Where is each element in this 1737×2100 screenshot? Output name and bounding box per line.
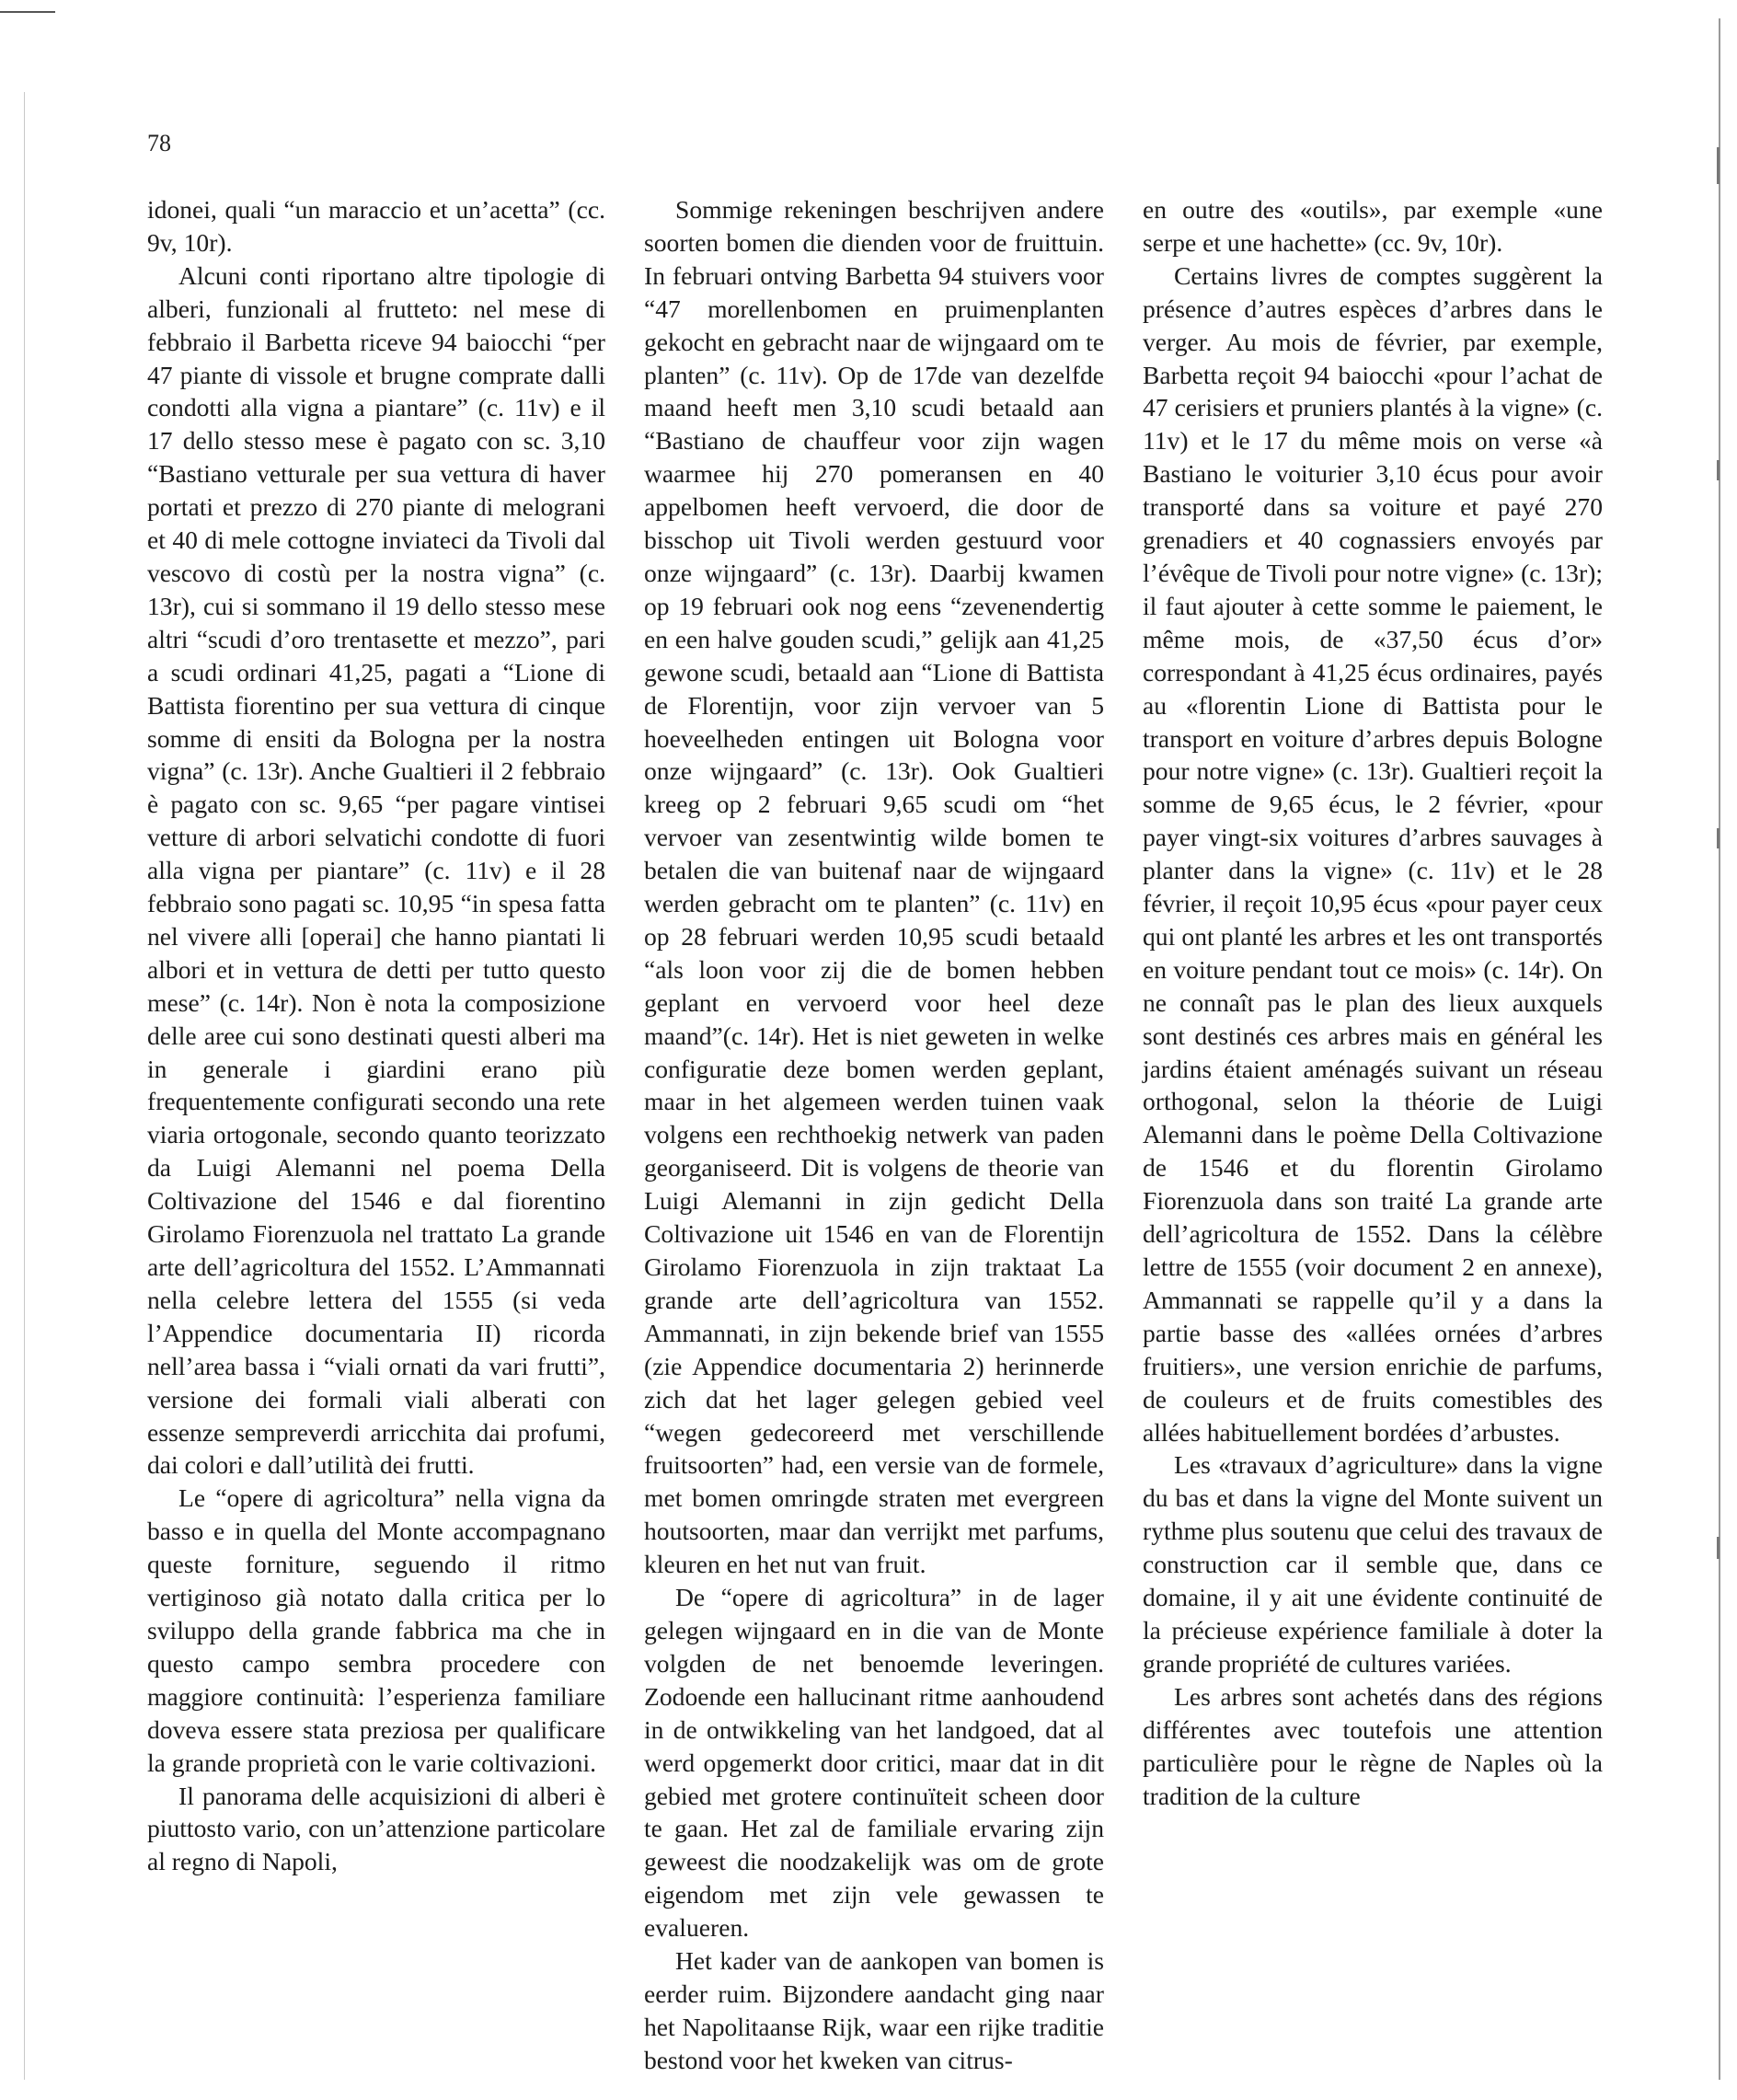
paragraph: Les arbres sont achetés dans des régions différentes avec toutefois une attention particulière pour le règne de Naples où la tradition de la culture [1143,1681,1603,1810]
french-text-column [1143,193,1603,1812]
dutch-text-column [644,193,1104,2077]
scan-edge-tick [1717,460,1720,480]
italian-text-column [147,193,605,1878]
scan-edge-tick [1717,147,1720,184]
scan-edge-tick [1717,828,1720,848]
paragraph: idonei, quali “un maraccio et un’acetta” (cc. 9v, 10r). [147,195,605,257]
paragraph: Sommige rekeningen beschrijven andere soorten bomen die dienden voor de fruittuin. In februari ontving Barbetta 94 stuivers voor “47 morellenbomen en pruimenplanten gekocht en gebracht naar de wijngaard om te planten” (c. 11v). Op de 17de van dezelfde maand heeft men 3,10 scudi betaald aan “Bastiano de chauffeur voor zijn wagen waarmee hij 270 pomeransen en 40 appelbomen heeft vervoerd, die door de bisschop uit Tivoli werden gestuurd voor onze wijngaard” (c. 13r). Daarbij kwamen op 19 februari ook nog eens “zevenendertig en een halve gouden scudi,” gelijk aan 41,25 gewone scudi, betaald aan “Lione di Battista de Florentijn, voor zijn vervoer van 5 hoeveelheden entingen uit Bologna voor onze wijngaard” (c. 13r). Ook Gualtieri kreeg op 2 februari 9,65 scudi om “het vervoer van zesentwintig wilde bomen te betalen die van buitenaf naar de wijngaard werden gebracht om te planten” (c. 11v) en op 28 februari werden 10,95 scudi betaald “als loon voor zij die de bomen hebben geplant en vervoerd voor heel deze maand”(c. 14r). Het is niet geweten in welke configuratie deze bomen werden geplant, maar in het algemeen werden tuinen vaak volgens een rechthoekig netwerk van paden georganiseerd. Dit is volgens de theorie van Luigi Alemanni in zijn gedicht Della Coltivazione uit 1546 en van de Florentijn Girolamo Fiorenzuola in zijn traktaat La grande arte dell’agricoltura van 1552. Ammannati, in zijn bekende brief van 1555 (zie Appendice documentaria 2) herinnerde zich dat het lager gelegen gebied veel “wegen gedecoreerd met verschillende fruitsoorten” had, een versie van de formele, met bomen omringde straten met evergreen houtsoorten, maar dan verrijkt met parfums, kleuren en het nut van fruit. [644,195,1104,1579]
paragraph: De “opere di agricoltura” in de lager gelegen wijngaard en in die van de Monte volgden de net benoemde leveringen. Zodoende een hallucinant ritme aanhoudend in de ontwikkeling van het landgoed, dat al werd opgemerkt door critici, maar dat in dit gebied met grotere continuïteit scheen door te gaan. Het zal de familiale ervaring zijn geweest die noodzakelijk was om de grote eigendom met zijn vele gewassen te evalueren. [644,1583,1104,1943]
paragraph: Il panorama delle acquisizioni di alberi è piuttosto vario, con un’attenzione particolare al regno di Napoli, [147,1781,605,1876]
paragraph: Les «travaux d’agriculture» dans la vigne du bas et dans la vigne del Monte suivent un rythme plus soutenu que celui des travaux de construction car il semble que, dans ce domaine, il y ait une évidente continuité de la précieuse expérience familiale à doter la grande propriété de cultures variées. [1143,1450,1603,1678]
paragraph: Certains livres de comptes suggèrent la présence d’autres espèces d’arbres dans le verger. Au mois de février, par exemple, Barbetta reçoit 94 baiocchi «pour l’achat de 47 cerisiers et pruniers plantés à la vigne» (c. 11v) et le 17 du même mois on verse «à Bastiano le voiturier 3,10 écus pour avoir transporté dans sa voiture et payé 270 grenadiers et 40 cognassiers envoyés par l’évêque de Tivoli pour notre vigne» (c. 13r); il faut ajouter à cette somme le paiement, le même mois, de «37,50 écus d’or» correspondant à 41,25 écus ordinaires, payés au «florentin Lione di Battista pour le transport en voiture d’arbres depuis Bologne pour notre vigne» (c. 13r). Gualtieri reçoit la somme de 9,65 écus, le 2 février, «pour payer vingt-six voitures d’arbres sauvages à planter dans la vigne» (c. 11v) et le 28 février, il reçoit 10,95 écus «pour payer ceux qui ont planté les arbres et les ont transportés en voiture pendant tout ce mois» (c. 14r). On ne connaît pas le plan des lieux auxquels sont destinés ces arbres mais en général les jardins étaient aménagés suivant un réseau orthogonal, selon la théorie de Luigi Alemanni dans le poème Della Coltivazione de 1546 et du florentin Girolamo Fiorenzuola dans son traité La grande arte dell’agricoltura de 1552. Dans la célèbre lettre de 1555 (voir document 2 en annexe), Ammannati se rappelle qu’il y a dans la partie basse des «allées ornées d’arbres fruitiers», une version enrichie de parfums, de couleurs et de fruits comestibles des allées habituellement bordées d’arbustes. [1143,260,1603,1447]
scan-edge-tick [1717,1537,1720,1559]
paragraph: Het kader van de aankopen van bomen is eerder ruim. Bijzondere aandacht ging naar het Napolitaanse Rijk, waar een rijke traditie bestond voor het kweken van citrus- [644,1946,1104,2074]
scan-edge-line [1719,18,1720,2080]
scan-binding-line [24,92,25,2080]
paragraph: en outre des «outils», par exemple «une serpe et une hachette» (cc. 9v, 10r). [1143,195,1603,257]
scan-corner-mark [0,11,55,13]
paragraph: Le “opere di agricoltura” nella vigna da basso e in quella del Monte accompagnano queste forniture, seguendo il ritmo vertiginoso già notato dalla critica per lo sviluppo della grande fabbrica ma che in questo campo sembra procedere con maggiore continuità: l’esperienza familiare doveva essere stata preziosa per qualificare la grande proprietà con le varie coltivazioni. [147,1483,605,1777]
page-number: 78 [147,130,171,156]
paragraph: Alcuni conti riportano altre tipologie di alberi, funzionali al frutteto: nel mese di febbraio il Barbetta riceve 94 baiocchi “per 47 piante di vissole et brugne comprate dalli condotti alla vigna a piantare” (c. 11v) e il 17 dello stesso mese è pagato con sc. 3,10 “Bastiano vetturale per sua vettura di haver portati et prezzo di 270 piante di melograni et 40 di mele cottogne inviateci da Tivoli dal vescovo di costù per la nostra vigna” (c. 13r), cui si sommano il 19 dello stesso mese altri “scudi d’oro trentasette et mezzo”, pari a scudi ordinari 41,25, pagati a “Lione di Battista fiorentino per sua vettura di cinque somme di ensiti da Bologna per la nostra vigna” (c. 13r). Anche Gualtieri il 2 febbraio è pagato con sc. 9,65 “per pagare vintisei vetture di arbori selvatichi condotte di fuori alla vigna per piantare” (c. 11v) e il 28 febbraio sono pagati sc. 10,95 “in spesa fatta nel vivere alli [operai] che hanno piantati li albori et in vettura de detti per tutto questo mese” (c. 14r). Non è nota la composizione delle aree cui sono destinati questi alberi ma in generale i giardini erano più frequentemente configurati secondo una rete viaria ortogonale, secondo quanto teorizzato da Luigi Alemanni nel poema Della Coltivazione del 1546 e dal fiorentino Girolamo Fiorenzuola nel trattato La grande arte dell’agricoltura del 1552. L’Ammannati nella celebre lettera del 1555 (si veda l’Appendice documentaria II) ricorda nell’area bassa i “viali ornati da vari frutti”, versione dei formali viali alberati con essenze sempreverdi arricchita dai profumi, dai colori e dall’utilità dei frutti. [147,260,605,1480]
